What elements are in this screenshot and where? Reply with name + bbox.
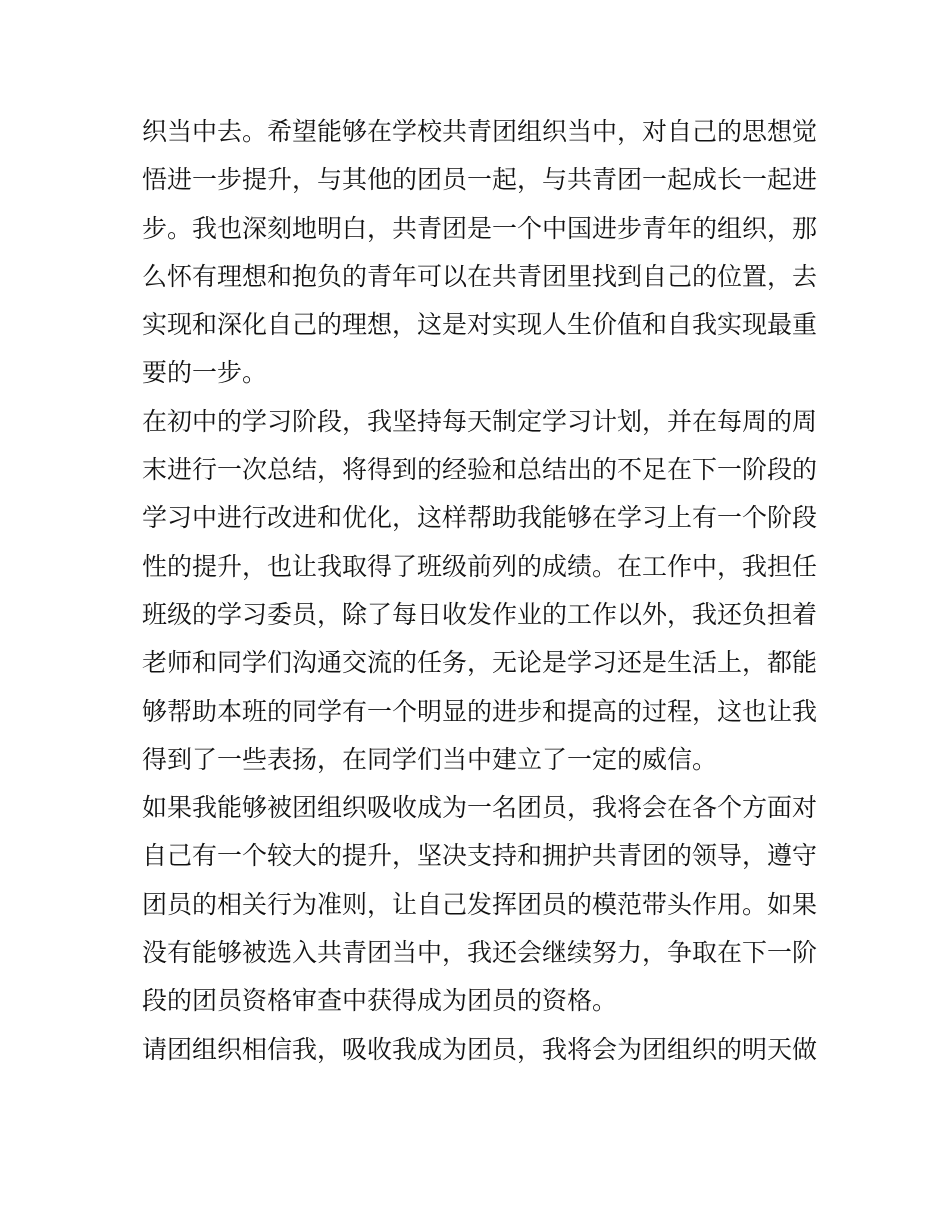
text-line: 段的团员资格审查中获得成为团员的资格。 (142, 986, 618, 1016)
text-line: 如果我能够被团组织吸收成为一名团员，我将会在各个方面对 (142, 793, 818, 823)
document-body (142, 108, 822, 1074)
text-line: 学习中进行改进和优化，这样帮助我能够在学习上有一个阶段 (142, 503, 818, 533)
text-line: 性的提升，也让我取得了班级前列的成绩。在工作中，我担任 (142, 551, 818, 581)
text-line: 步。我也深刻地明白，共青团是一个中国进步青年的组织，那 (142, 213, 818, 243)
text-line: 老师和同学们沟通交流的任务，无论是学习还是生活上，都能 (142, 648, 818, 678)
text-line: 班级的学习委员，除了每日收发作业的工作以外，我还负担着 (142, 599, 818, 629)
text-line: 够帮助本班的同学有一个明显的进步和提高的过程，这也让我 (142, 696, 818, 726)
text-line: 没有能够被选入共青团当中，我还会继续努力，争取在下一阶 (142, 938, 818, 968)
text-line: 么怀有理想和抱负的青年可以在共青团里找到自己的位置，去 (142, 261, 818, 291)
text-line: 在初中的学习阶段，我坚持每天制定学习计划，并在每周的周 (142, 406, 818, 436)
text-line: 得到了一些表扬，在同学们当中建立了一定的威信。 (142, 744, 718, 774)
text-line: 末进行一次总结，将得到的经验和总结出的不足在下一阶段的 (142, 455, 818, 485)
text-line: 悟进一步提升，与其他的团员一起，与共青团一起成长一起进 (142, 165, 818, 195)
text-line: 要的一步。 (142, 358, 268, 388)
text-line: 织当中去。希望能够在学校共青团组织当中，对自己的思想觉 (142, 117, 818, 146)
text-line: 请团组织相信我，吸收我成为团员，我将会为团组织的明天做 (142, 1034, 818, 1064)
text-line: 自己有一个较大的提升，坚决支持和拥护共青团的领导，遵守 (142, 841, 818, 871)
text-line: 实现和深化自己的理想，这是对实现人生价值和自我实现最重 (142, 310, 818, 340)
text-line: 团员的相关行为准则，让自己发挥团员的模范带头作用。如果 (142, 889, 818, 919)
